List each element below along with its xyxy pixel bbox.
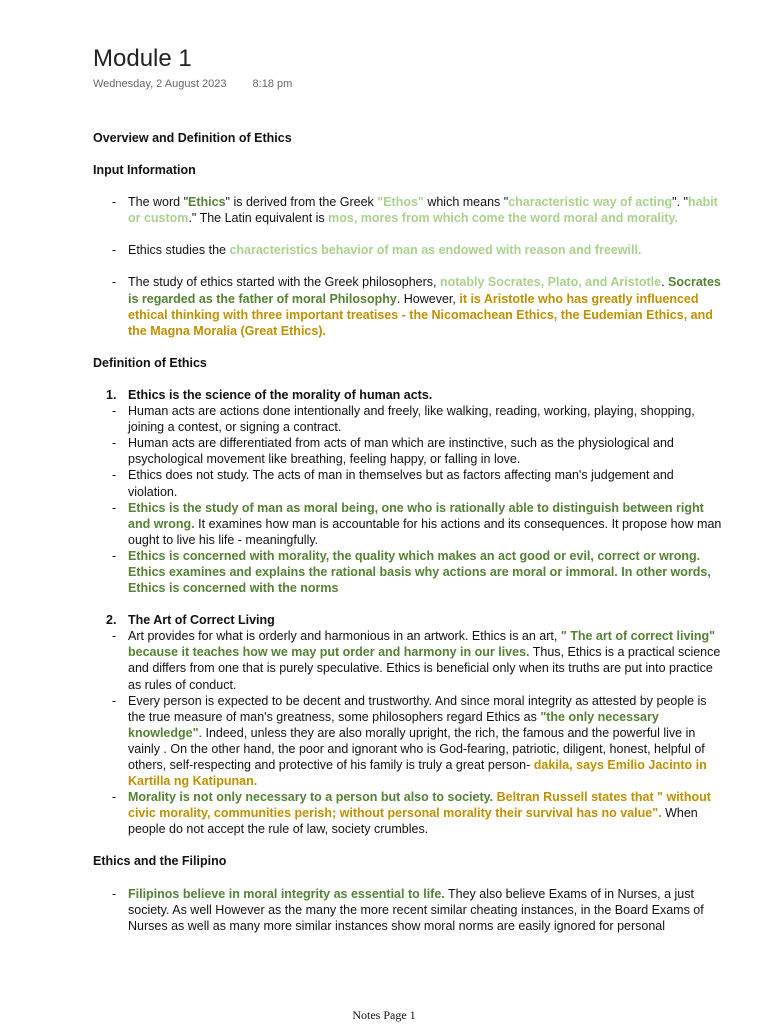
- page-title[interactable]: Module 1: [93, 45, 192, 72]
- list-item: - Ethics is concerned with morality, the quality which makes an act good or evil, correct or wrong. Ethics examines and explains the rational basis why actions are moral or immoral. In other words, Ethics is concerned with the norms: [93, 548, 723, 596]
- list-item: - The study of ethics started with the Greek philosophers, notably Socrates, Plato, and Aristotle. Socrates is regarded as the father of moral Philosophy. However, it is Aristotle who has greatly influenced ethical thinking with three important treatises - the Nicomachean Ethics, the Eudemian Ethics, and the Magna Moralia (Great Ethics).: [93, 274, 723, 338]
- art-list: [93, 628, 723, 837]
- numbered-heading-2: 2. The Art of Correct Living: [106, 613, 275, 628]
- numbered-heading-1: 1. Ethics is the science of the morality of human acts.: [106, 387, 433, 402]
- page-time: 8:18 pm: [252, 78, 293, 90]
- page-footer: Notes Page 1: [352, 1008, 416, 1022]
- note-content[interactable]: [93, 130, 723, 934]
- heading-input-information: Input Information: [93, 163, 196, 178]
- list-item: - The word "Ethics" is derived from the Greek "Ethos" which means "characteristic way of acting". "habit or custom." The Latin equivalent is mos, mores from which come the word moral and morality.: [93, 194, 723, 226]
- list-item: - Ethics is the study of man as moral being, one who is rationally able to distinguish between right and wrong. It examines how man is accountable for his actions and its consequences. It propose how man ought to live his life - meaningfully.: [93, 500, 723, 548]
- page-timestamp: [93, 78, 292, 90]
- list-item: - Human acts are differentiated from acts of man which are instinctive, such as the physiological and psychological movement like breathing, feeling happy, or falling in love.: [93, 435, 723, 467]
- list-item: - Every person is expected to be decent and trustworthy. And since moral integrity as attested by people is the true measure of man's greatness, some philosophers regard Ethics as "the only necessary knowledge". Indeed, unless they are also morally upright, the rich, the famous and the powerful live in vainly . On the other hand, the poor and ignorant who is God-fearing, patriotic, diligent, honest, helpful of others, self-respecting and protective of his family is truly a great person- dakila, says Emilio Jacinto in Kartilla ng Katipunan.: [93, 693, 723, 790]
- list-item: - Filipinos believe in moral integrity as essential to life. They also believe Exams of in Nurses, a just society. As well However as the many the more recent similar cheating instances, in the Board Exams of Nurses as well as many more similar instances show moral norms are easily ignored for personal: [93, 886, 723, 934]
- list-item: - Human acts are actions done intentionally and freely, like walking, reading, working, playing, shopping, joining a contest, or signing a contract.: [93, 403, 723, 435]
- filipino-list: [93, 886, 723, 934]
- input-list: [93, 242, 723, 258]
- list-item: - Morality is not only necessary to a person but also to society. Beltran Russell states that " without civic morality, communities perish; without personal morality their survival has no value". When people do not accept the rule of law, society crumbles.: [93, 789, 723, 837]
- list-item: - Art provides for what is orderly and harmonious in an artwork. Ethics is an art, " The art of correct living" because it teaches how we may put order and harmony in our lives. Thus, Ethics is a practical science and differs from one that is purely speculative. Ethics is beneficial only when its truths are put into practice as rules of conduct.: [93, 628, 723, 692]
- input-list: [93, 274, 723, 338]
- heading-overview: Overview and Definition of Ethics: [93, 131, 292, 145]
- heading-ethics-and-the-filipino: Ethics and the Filipino: [93, 854, 227, 869]
- heading-definition-of-ethics: Definition of Ethics: [93, 355, 207, 370]
- list-item: - Ethics studies the characteristics behavior of man as endowed with reason and freewill.: [93, 242, 723, 258]
- definition-list: [93, 403, 723, 596]
- list-item: - Ethics does not study. The acts of man in themselves but as factors affecting man's judgement and violation.: [93, 467, 723, 499]
- input-list: [93, 194, 723, 226]
- page-date: Wednesday, 2 August 2023: [93, 78, 227, 90]
